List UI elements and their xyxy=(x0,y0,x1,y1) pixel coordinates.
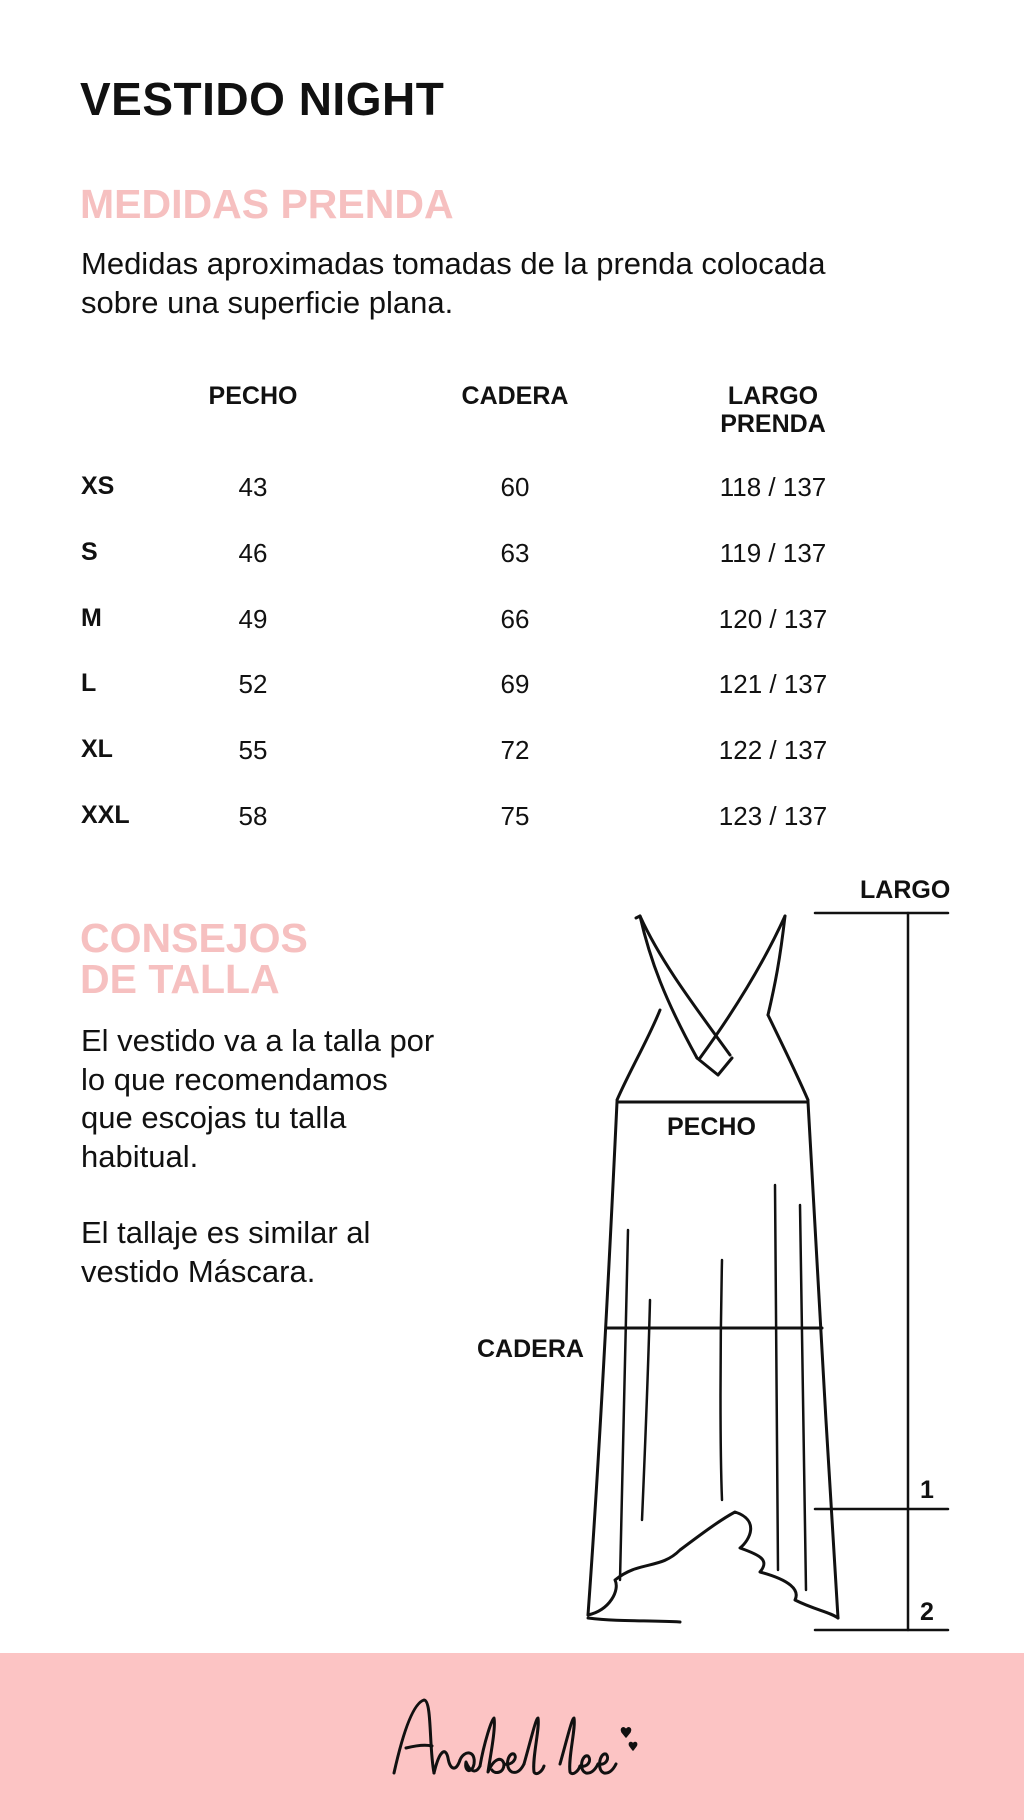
hip-value: 69 xyxy=(500,669,530,699)
tips-paragraph: El tallaje es similar al vestido Máscara. xyxy=(81,1215,371,1289)
tips-heading-line2: DE TALLA xyxy=(80,956,280,1002)
hip-value: 63 xyxy=(500,538,530,568)
tips-heading-line1: CONSEJOS xyxy=(80,915,308,961)
page-title: VESTIDO NIGHT xyxy=(80,73,445,125)
chest-value: 49 xyxy=(238,604,268,634)
tips-paragraph: El vestido va a la talla por lo que recomendamos que escojas tu talla habitual. xyxy=(81,1023,435,1174)
chest-label: PECHO xyxy=(667,1113,756,1141)
size-label: XL xyxy=(81,735,113,763)
hip-value: 72 xyxy=(500,735,530,765)
chest-value: 46 xyxy=(238,538,268,568)
measures-intro: Medidas aproximadas tomadas de la prenda colocada sobre una superficie plana. xyxy=(81,246,826,320)
marker-2: 2 xyxy=(920,1598,934,1626)
chest-value: 52 xyxy=(238,669,268,699)
length-value: 118 / 137 xyxy=(719,472,827,502)
marker-1: 1 xyxy=(920,1476,934,1504)
size-label: S xyxy=(81,538,98,566)
brand-logo xyxy=(384,1688,644,1788)
hip-value: 66 xyxy=(500,604,530,634)
length-value: 120 / 137 xyxy=(718,604,828,634)
chest-value: 55 xyxy=(238,735,268,765)
chest-value: 58 xyxy=(238,801,268,831)
length-value: 121 / 137 xyxy=(718,669,828,699)
size-label: L xyxy=(81,669,97,697)
length-value: 119 / 137 xyxy=(719,538,827,568)
chest-value: 43 xyxy=(238,472,268,502)
length-value: 122 / 137 xyxy=(718,735,828,765)
header-hip: CADERA xyxy=(461,382,569,410)
size-label: M xyxy=(81,604,102,632)
size-label: XS xyxy=(81,472,115,500)
header-length: LARGO PRENDA xyxy=(720,382,826,438)
length-label: LARGO xyxy=(860,876,951,904)
hip-value: 75 xyxy=(500,801,530,831)
size-label: XXL xyxy=(81,801,130,829)
measures-heading: MEDIDAS PRENDA xyxy=(80,181,454,227)
length-value: 123 / 137 xyxy=(718,801,828,831)
hip-value: 60 xyxy=(500,472,530,502)
hip-label: CADERA xyxy=(477,1335,584,1363)
header-chest: PECHO xyxy=(208,382,298,410)
